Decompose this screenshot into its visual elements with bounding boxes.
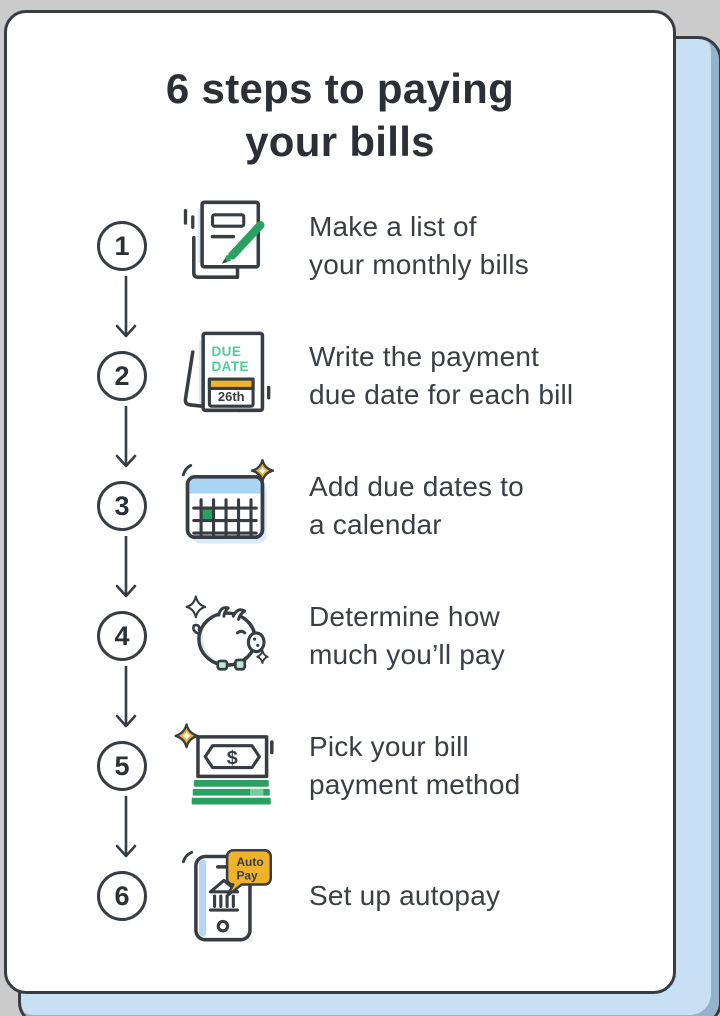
cash-icon-currency-text: $ — [226, 746, 238, 769]
step-label: Set up autopay — [309, 880, 501, 911]
step-label: Determine how much you’ll pay — [309, 601, 505, 670]
step-row-4 — [7, 571, 673, 701]
step-label: Add due dates to a calendar — [309, 471, 524, 540]
step-row-5 — [7, 701, 673, 831]
step-row-6 — [7, 831, 673, 961]
step-number-badge: 6 — [97, 871, 147, 921]
autopay-bubble-text-line1: Auto — [236, 854, 264, 869]
calendar-icon — [173, 454, 277, 558]
due-date-icon-text-date: DATE — [211, 358, 249, 374]
step-label: Make a list of your monthly bills — [309, 211, 529, 280]
step-label: Write the payment due date for each bill — [309, 341, 574, 410]
step-number-badge: 5 — [97, 741, 147, 791]
document-pen-icon — [173, 194, 277, 298]
step-label: Pick your bill payment method — [309, 731, 521, 800]
step-row-2 — [7, 311, 673, 441]
piggy-bank-icon — [173, 584, 277, 688]
steps-list — [7, 181, 673, 961]
infographic-card — [4, 10, 676, 994]
page-title — [7, 62, 673, 168]
autopay-bubble-text-line2: Pay — [236, 868, 258, 883]
cash-icon — [173, 714, 277, 818]
due-date-icon-text-due: DUE — [211, 344, 242, 360]
page-title-line2: your bills — [245, 118, 435, 165]
step-number-badge: 1 — [97, 221, 147, 271]
step-number-badge: 4 — [97, 611, 147, 661]
due-date-icon-text-day: 26th — [217, 388, 245, 404]
page-title-line1: 6 steps to paying — [165, 65, 515, 112]
step-number-badge: 3 — [97, 481, 147, 531]
step-row-1 — [7, 181, 673, 311]
step-row-3 — [7, 441, 673, 571]
step-number-badge: 2 — [97, 351, 147, 401]
phone-autopay-icon — [173, 844, 277, 948]
due-date-icon — [173, 324, 277, 428]
